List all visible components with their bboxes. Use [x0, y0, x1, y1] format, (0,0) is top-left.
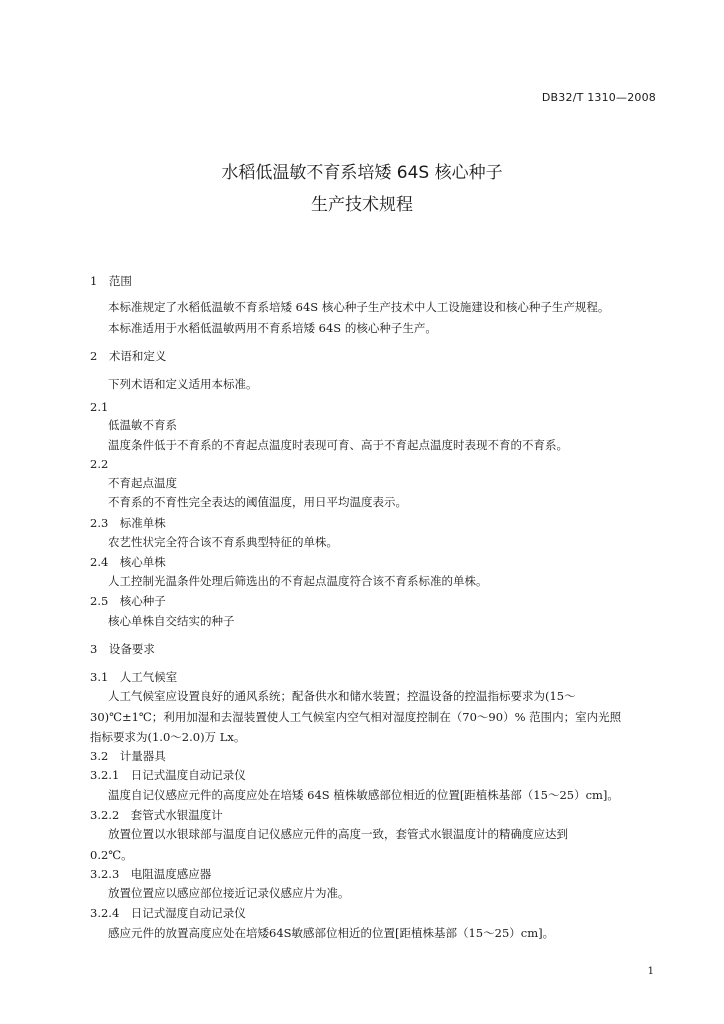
- subsection-heading: 3.2.2 套管式水银温度计: [90, 808, 223, 822]
- paragraph-line: 温度自记仪感应元件的高度应处在培矮 64S 植株敏感部位相近的位置[距植株基部（15～25）cm]。: [108, 788, 619, 802]
- paragraph-line: 人工气候室应设置良好的通风系统；配备供水和储水装置；控温设备的控温指标要求为(15～: [108, 689, 576, 703]
- paragraph-line: 30)℃±1℃；利用加湿和去湿装置使人工气候室内空气相对湿度控制在（70～90）% 范围内；室内光照: [90, 710, 622, 724]
- paragraph-line: 温度条件低于不育系的不育起点温度时表现可育、高于不育起点温度时表现不育的不育系。: [108, 438, 568, 452]
- section-heading: 2 术语和定义: [90, 349, 167, 363]
- subsection-heading: 3.2 计量器具: [90, 749, 166, 763]
- subsection-heading: 2.1: [90, 400, 109, 414]
- document-title-line1: 水稻低温敏不育系培矮 64S 核心种子: [221, 163, 503, 183]
- subsection-heading: 3.2.1 日记式温度自动记录仪: [90, 768, 246, 782]
- page-number: 1: [647, 966, 654, 977]
- paragraph-line: 农艺性状完全符合该不育系典型特征的单株。: [108, 535, 338, 549]
- paragraph-line: 不育起点温度: [108, 476, 177, 490]
- paragraph-line: 放置位置应以感应部位接近记录仪感应片为准。: [108, 886, 350, 900]
- paragraph-line: 指标要求为(1.0～2.0)万 Lx。: [90, 730, 246, 744]
- document-title-line2: 生产技术规程: [311, 195, 413, 215]
- paragraph-line: 0.2℃。: [90, 848, 133, 862]
- paragraph-line: 本标准适用于水稻低温敏两用不育系培矮 64S 的核心种子生产。: [108, 321, 437, 335]
- paragraph-line: 本标准规定了水稻低温敏不育系培矮 64S 核心种子生产技术中人工设施建设和核心种子生产规程。: [108, 300, 610, 314]
- subsection-heading: 3.2.4 日记式湿度自动记录仪: [90, 906, 246, 920]
- paragraph-line: 下列术语和定义适用本标准。: [108, 377, 258, 391]
- subsection-heading: 3.2.3 电阻温度感应器: [90, 867, 212, 881]
- subsection-heading: 2.2: [90, 457, 109, 471]
- section-heading: 1 范围: [90, 274, 132, 288]
- subsection-heading: 2.5 核心种子: [90, 594, 166, 608]
- subsection-heading: 2.4 核心单株: [90, 555, 166, 569]
- section-heading: 3 设备要求: [90, 642, 155, 656]
- standard-number: DB32/T 1310—2008: [541, 91, 656, 104]
- paragraph-line: 放置位置以水银球部与温度自记仪感应元件的高度一致，套管式水银温度计的精确度应达到: [108, 827, 568, 841]
- subsection-heading: 2.3 标准单株: [90, 516, 166, 530]
- paragraph-line: 人工控制光温条件处理后筛选出的不育起点温度符合该不育系标准的单株。: [108, 574, 488, 588]
- paragraph-line: 核心单株自交结实的种子: [108, 614, 235, 628]
- paragraph-line: 低温敏不育系: [108, 418, 177, 432]
- paragraph-line: 感应元件的放置高度应处在培矮64S敏感部位相近的位置[距植株基部（15～25）cm]。: [108, 926, 555, 940]
- paragraph-line: 不育系的不育性完全表达的阈值温度，用日平均温度表示。: [108, 495, 407, 509]
- subsection-heading: 3.1 人工气候室: [90, 670, 178, 684]
